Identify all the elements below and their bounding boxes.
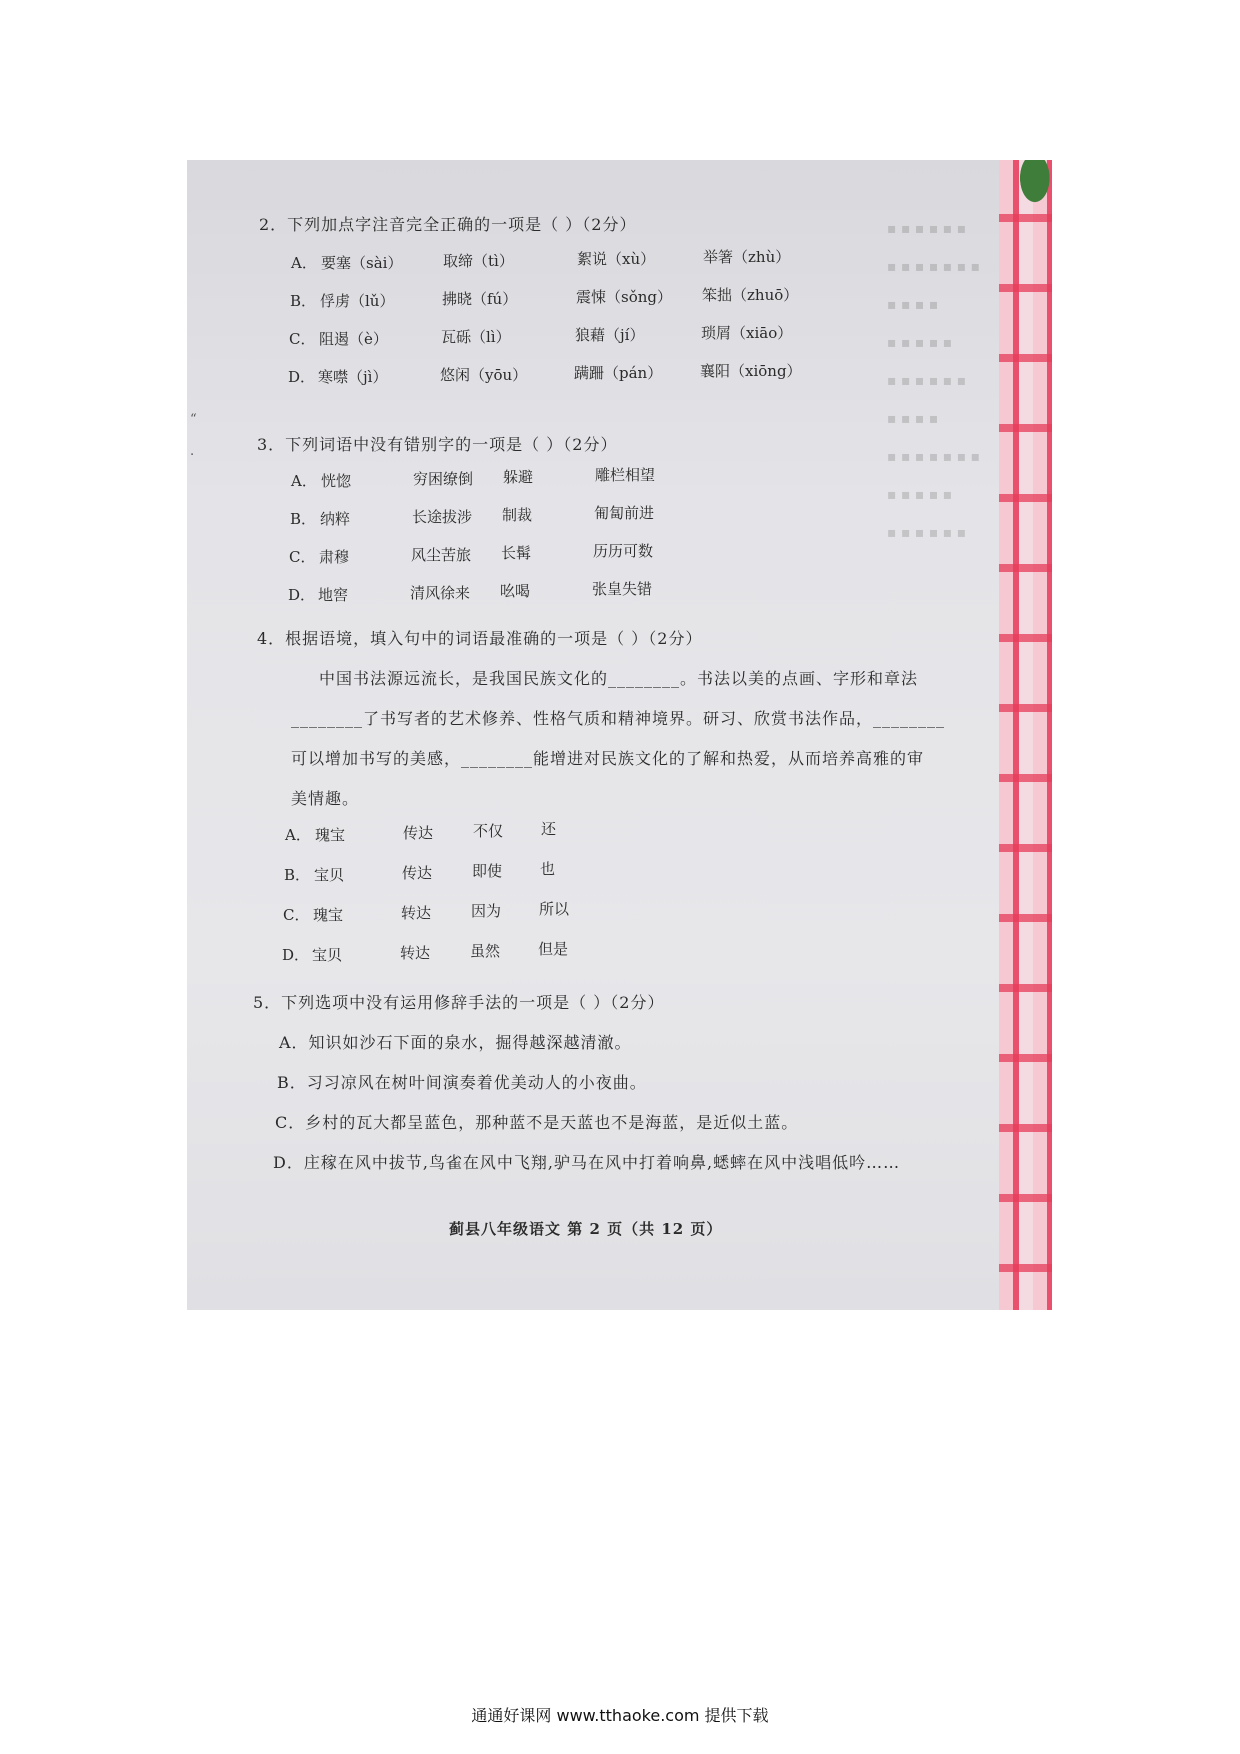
q3-option-cell: 风尘苦旅 bbox=[411, 546, 472, 564]
plant-leaf bbox=[1009, 160, 1052, 220]
q2-option-cell: 寒噤（jì） bbox=[318, 368, 388, 386]
question-4-passage-line-1: 中国书法源远流长，是我国民族文化的________。书法以美的点画、字形和章法 bbox=[319, 669, 919, 688]
q2-option-letter: B． bbox=[290, 292, 317, 310]
q4-option-cell: 也 bbox=[540, 860, 556, 878]
q2-option-cell: 举箸（zhù） bbox=[703, 248, 791, 266]
q2-option-cell: 俘虏（lǔ） bbox=[320, 292, 395, 310]
q3-option-cell: 肃穆 bbox=[319, 548, 350, 566]
q2-option-letter: C． bbox=[289, 330, 316, 348]
q3-option-cell: 恍惚 bbox=[321, 472, 352, 490]
q4-option-cell: 瑰宝 bbox=[313, 906, 344, 924]
q2-option-cell: 阻遏（è） bbox=[319, 330, 388, 348]
q4-option-cell: 传达 bbox=[403, 824, 434, 842]
q3-option-cell: 躲避 bbox=[503, 468, 534, 486]
q4-option-cell: 瑰宝 bbox=[315, 826, 346, 844]
question-4-stem: 4．根据语境，填入句中的词语最准确的一项是（ ）（2分） bbox=[257, 629, 703, 648]
left-edge-marks-2: . bbox=[190, 444, 195, 459]
q4-option-cell: 转达 bbox=[400, 944, 431, 962]
question-5-option-d: D．庄稼在风中拔节,鸟雀在风中飞翔,驴马在风中打着响鼻,蟋蟀在风中浅唱低吟…… bbox=[273, 1153, 901, 1172]
q3-option-cell: 长髯 bbox=[501, 544, 532, 562]
q3-option-cell: 清风徐来 bbox=[410, 584, 471, 602]
q3-option-cell: 吆喝 bbox=[500, 582, 531, 600]
q3-option-cell: 历历可数 bbox=[593, 542, 654, 560]
q4-option-cell: 宝贝 bbox=[314, 866, 345, 884]
q3-option-cell: 地窖 bbox=[318, 586, 349, 604]
q3-option-cell: 匍匐前进 bbox=[594, 504, 655, 522]
q2-option-cell: 狼藉（jí） bbox=[575, 326, 645, 344]
question-5-option-c: C．乡村的瓦大都呈蓝色，那种蓝不是天蓝也不是海蓝，是近似土蓝。 bbox=[275, 1113, 799, 1132]
q4-option-cell: 因为 bbox=[471, 902, 502, 920]
q4-option-cell: 转达 bbox=[401, 904, 432, 922]
q4-option-cell: 还 bbox=[541, 820, 557, 838]
q3-option-letter: D． bbox=[288, 586, 316, 604]
q2-option-cell: 笨拙（zhuō） bbox=[702, 286, 799, 304]
q4-option-cell: 所以 bbox=[539, 900, 570, 918]
tablecloth-background bbox=[999, 160, 1052, 1310]
q2-option-letter: A． bbox=[291, 254, 317, 272]
q3-option-cell: 穷困缭倒 bbox=[413, 470, 474, 488]
q2-option-cell: 絮说（xù） bbox=[577, 250, 656, 268]
question-2-stem: 2．下列加点字注音完全正确的一项是（ ）（2分） bbox=[259, 215, 637, 234]
question-5-option-b: B．习习凉风在树叶间演奏着优美动人的小夜曲。 bbox=[277, 1073, 647, 1092]
q2-option-cell: 震悚（sǒng） bbox=[576, 288, 672, 306]
exam-paper bbox=[187, 160, 999, 1310]
q2-option-cell: 襄阳（xiōng） bbox=[700, 362, 802, 380]
q4-option-cell: 传达 bbox=[402, 864, 433, 882]
q4-option-letter: A． bbox=[285, 826, 311, 844]
q3-option-cell: 张皇失错 bbox=[592, 580, 653, 598]
q4-option-cell: 宝贝 bbox=[312, 946, 343, 964]
q2-option-cell: 悠闲（yōu） bbox=[440, 366, 528, 384]
q3-option-letter: B． bbox=[290, 510, 317, 528]
download-credit: 通通好课网 www.tthaoke.com 提供下载 bbox=[471, 1706, 769, 1725]
question-5-option-a: A．知识如沙石下面的泉水，掘得越深越清澈。 bbox=[279, 1033, 632, 1052]
page-footer: 蓟县八年级语文 第 2 页（共 12 页） bbox=[449, 1220, 723, 1238]
q4-option-cell: 不仅 bbox=[473, 822, 504, 840]
question-4-passage-line-3: 可以增加书写的美感，________能增进对民族文化的了解和热爱，从而培养高雅的审 bbox=[291, 749, 925, 768]
q3-option-cell: 长途拔涉 bbox=[412, 508, 473, 526]
q2-option-cell: 琐屑（xiāo） bbox=[701, 324, 793, 342]
q4-option-cell: 但是 bbox=[538, 940, 569, 958]
q3-option-cell: 雕栏相望 bbox=[595, 466, 656, 484]
q2-option-letter: D． bbox=[288, 368, 316, 386]
q4-option-letter: C． bbox=[283, 906, 310, 924]
q2-option-cell: 取缔（tì） bbox=[443, 252, 514, 270]
q2-option-cell: 拂晓（fú） bbox=[442, 290, 518, 308]
photographed-page bbox=[187, 160, 1052, 1310]
question-4-passage-line-4: 美情趣。 bbox=[291, 789, 360, 808]
q3-option-cell: 制裁 bbox=[502, 506, 533, 524]
left-edge-marks: “ bbox=[190, 412, 197, 427]
q4-option-letter: B． bbox=[284, 866, 311, 884]
show-through-text: ▪ ▪ ▪ ▪ ▪ ▪ ▪ ▪ ▪ ▪ ▪ ▪ ▪ ▪ ▪ ▪ ▪ ▪ ▪ ▪ ▪ ▪ ▪ ▪ ▪ ▪ ▪ ▪ ▪ ▪ ▪ ▪ ▪ ▪ ▪ ▪ ▪ ▪ ▪ ▪ ▪ ▪ ▪ ▪ ▪ ▪ ▪ ▪ ▪ ▪ bbox=[887, 221, 981, 541]
q2-option-cell: 要塞（sài） bbox=[321, 254, 403, 272]
q4-option-cell: 虽然 bbox=[470, 942, 501, 960]
q4-option-cell: 即使 bbox=[472, 862, 503, 880]
q2-option-cell: 蹒跚（pán） bbox=[574, 364, 663, 382]
q4-option-letter: D． bbox=[282, 946, 310, 964]
q3-option-letter: C． bbox=[289, 548, 316, 566]
q3-option-cell: 纳粹 bbox=[320, 510, 351, 528]
q3-option-letter: A． bbox=[291, 472, 317, 490]
question-5-stem: 5．下列选项中没有运用修辞手法的一项是（ ）（2分） bbox=[253, 993, 665, 1012]
q2-option-cell: 瓦砾（lì） bbox=[441, 328, 511, 346]
question-4-passage-line-2: ________了书写者的艺术修养、性格气质和精神境界。研习、欣赏书法作品，________ bbox=[291, 709, 946, 728]
question-3-stem: 3．下列词语中没有错别字的一项是（ ）（2分） bbox=[257, 435, 618, 454]
